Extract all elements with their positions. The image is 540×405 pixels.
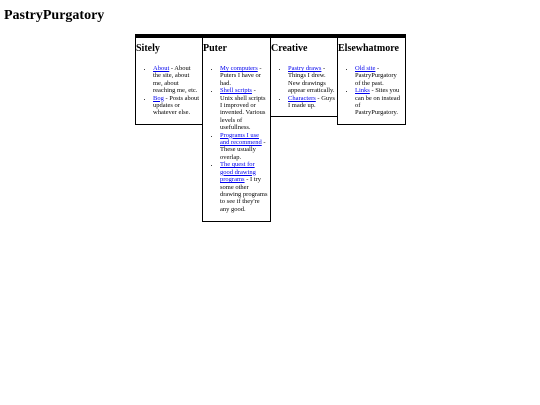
- list-item: [220, 132, 268, 162]
- item-description: - I try some other drawing programs to see if they're any good.: [220, 176, 268, 213]
- item-description: - PastryPurgatory of the past.: [355, 65, 397, 87]
- site-title: PastryPurgatory: [4, 8, 105, 23]
- list-item: [288, 95, 335, 110]
- about-link[interactable]: About: [153, 65, 170, 72]
- shell-scripts-link[interactable]: Shell scripts: [220, 87, 252, 95]
- programs-link[interactable]: Programs I use and recommend: [220, 131, 262, 147]
- link-list: [271, 65, 335, 109]
- link-list: [338, 65, 403, 117]
- column-sitely: [135, 38, 203, 125]
- column-heading: Creative: [271, 43, 308, 54]
- column-heading: Sitely: [136, 43, 160, 54]
- drawing-programs-link[interactable]: The quest for good drawing programs: [220, 161, 256, 184]
- item-description: - Guys I made up.: [288, 94, 335, 110]
- bog-link[interactable]: Bog: [153, 94, 164, 102]
- links-link[interactable]: Links: [355, 87, 370, 95]
- item-description: - Sites you can be on instead of PastryPurgatory.: [355, 87, 400, 117]
- link-list: [203, 65, 268, 213]
- column-creative: [270, 38, 338, 117]
- column-puter: [202, 38, 271, 222]
- item-description: - Posts about updates or whatever else.: [153, 94, 200, 117]
- item-description: - These usually overlap.: [220, 139, 266, 161]
- item-description: - Puters I have or had.: [220, 65, 262, 87]
- list-item: [288, 65, 335, 95]
- column-heading: Elsewhatmore: [338, 43, 399, 54]
- list-item: [220, 161, 268, 213]
- item-description: - Things I drew. New drawings appear erratically.: [288, 65, 335, 95]
- old-site-link[interactable]: Old site: [355, 65, 376, 72]
- pastry-draws-link[interactable]: Pastry draws: [288, 65, 322, 72]
- list-item: [355, 65, 403, 87]
- column-heading: Puter: [203, 43, 227, 54]
- link-list: [136, 65, 200, 117]
- item-description: - Unix shell scripts I improved or invented. Various levels of usefullness.: [220, 87, 266, 132]
- list-item: [153, 95, 200, 117]
- list-item: [220, 87, 268, 131]
- column-elsewhatmore: [337, 38, 406, 125]
- my-computers-link[interactable]: My computers: [220, 65, 258, 72]
- item-description: - About the site, about me, about reaching me, etc.: [153, 65, 198, 95]
- list-item: [220, 65, 268, 87]
- list-item: [355, 87, 403, 117]
- list-item: [153, 65, 200, 95]
- characters-link[interactable]: Characters: [288, 94, 316, 102]
